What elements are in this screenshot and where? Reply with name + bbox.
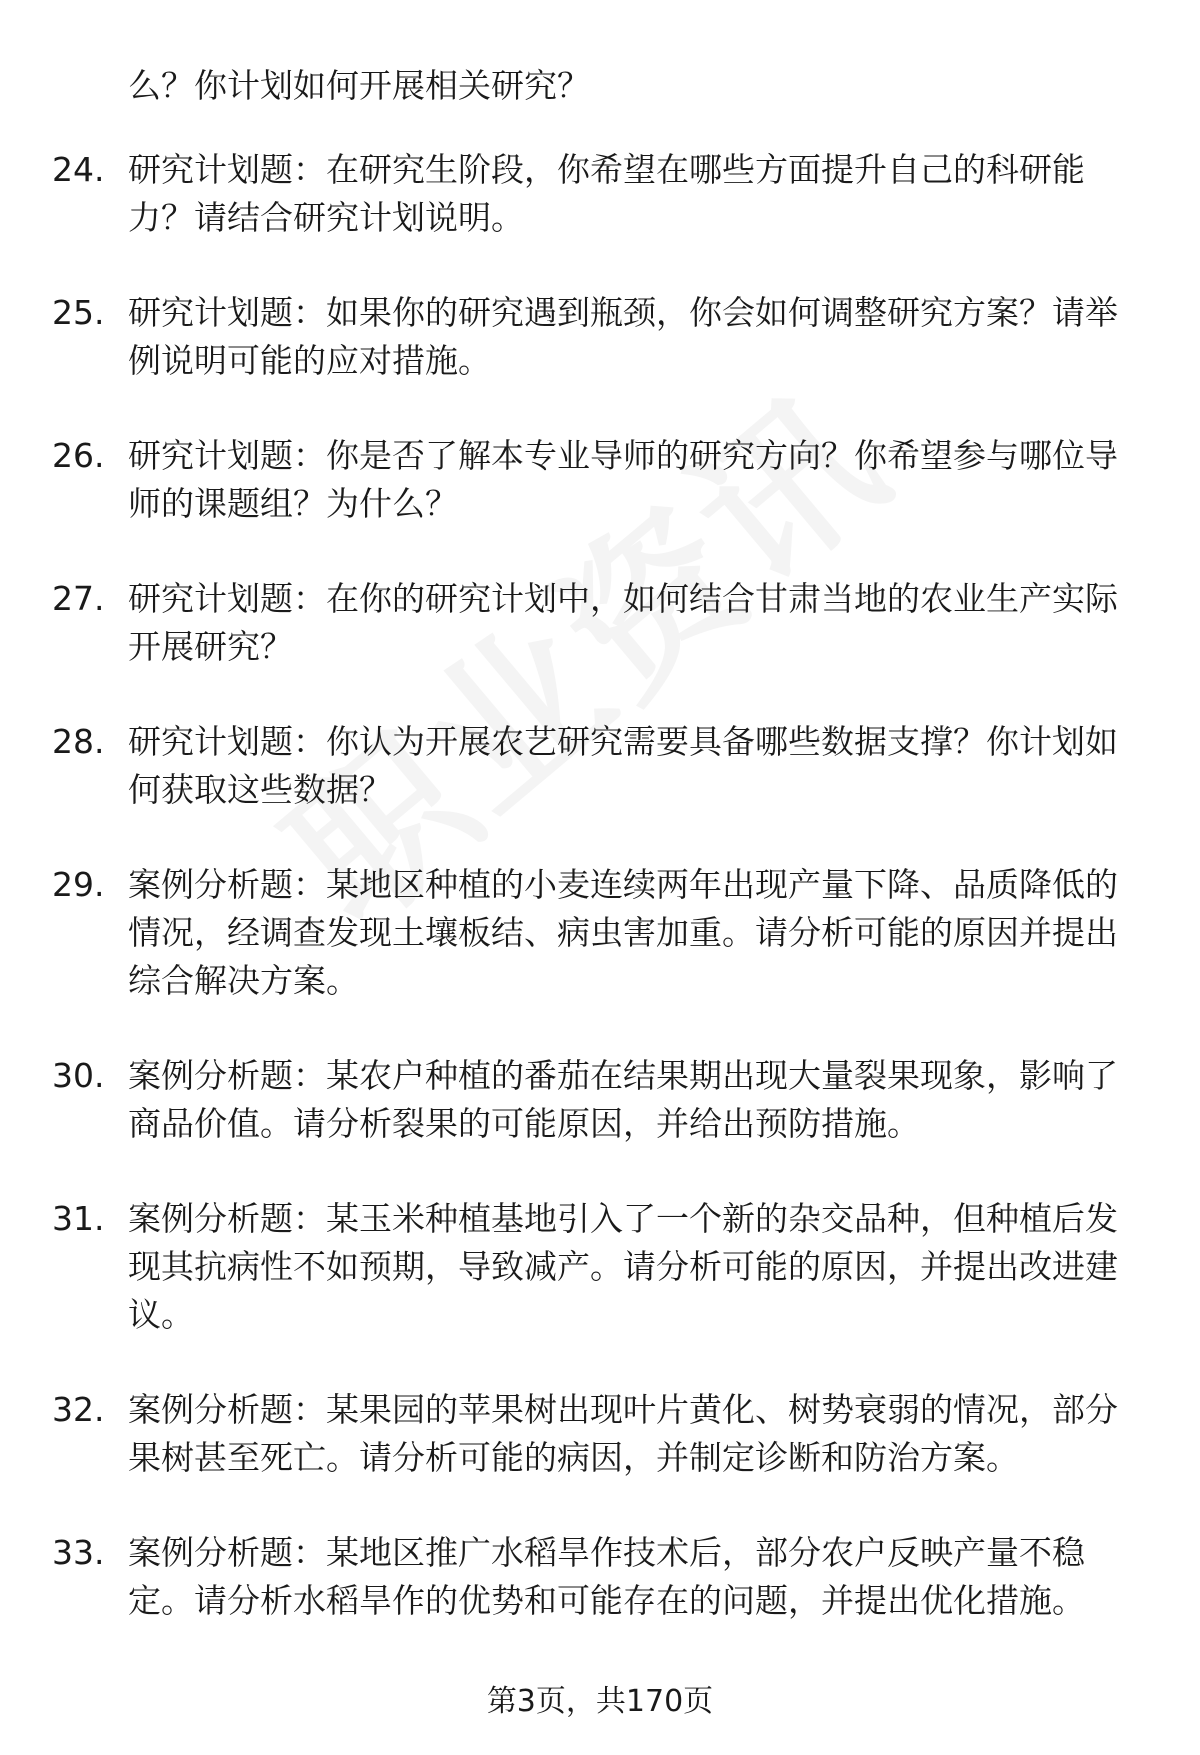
- page-footer: 第3页，共170页: [486, 1684, 714, 1719]
- question-number: 26.: [52, 436, 105, 475]
- question-text: 研究计划题：你是否了解本专业导师的研究方向？你希望参与哪位导师的课题组？为什么？: [128, 436, 1118, 523]
- question-text: 研究计划题：在研究生阶段，你希望在哪些方面提升自己的科研能力？请结合研究计划说明。: [128, 150, 1085, 237]
- question-text: 研究计划题：你认为开展农艺研究需要具备哪些数据支撑？你计划如何获取这些数据？: [128, 722, 1118, 809]
- question-list: [52, 146, 1152, 1672]
- continued-question-text: 么？你计划如何开展相关研究？: [128, 66, 590, 105]
- question-number: 30.: [52, 1056, 105, 1095]
- question-text: 案例分析题：某果园的苹果树出现叶片黄化、树势衰弱的情况，部分果树甚至死亡。请分析可能的病因，并制定诊断和防治方案。: [128, 1390, 1118, 1477]
- question-item: [52, 575, 1152, 671]
- question-item: [52, 1195, 1152, 1339]
- question-item: [52, 432, 1152, 528]
- question-number: 27.: [52, 579, 105, 618]
- question-item: [52, 1529, 1152, 1625]
- question-text: 案例分析题：某农户种植的番茄在结果期出现大量裂果现象，影响了商品价值。请分析裂果的可能原因，并给出预防措施。: [128, 1056, 1118, 1143]
- question-text: 研究计划题：如果你的研究遇到瓶颈，你会如何调整研究方案？请举例说明可能的应对措施。: [128, 293, 1118, 380]
- question-item: [52, 289, 1152, 385]
- question-text: 案例分析题：某地区推广水稻旱作技术后，部分农户反映产量不稳定。请分析水稻旱作的优势和可能存在的问题，并提出优化措施。: [128, 1533, 1085, 1620]
- question-item: [52, 861, 1152, 1005]
- question-number: 28.: [52, 722, 105, 761]
- question-item: [52, 1386, 1152, 1482]
- question-number: 25.: [52, 293, 105, 332]
- question-number: 32.: [52, 1390, 105, 1429]
- question-number: 31.: [52, 1199, 105, 1238]
- question-item: [52, 1052, 1152, 1148]
- question-number: 33.: [52, 1533, 105, 1572]
- question-item: [52, 718, 1152, 814]
- question-text: 案例分析题：某玉米种植基地引入了一个新的杂交品种，但种植后发现其抗病性不如预期，导致减产。请分析可能的原因，并提出改进建议。: [128, 1199, 1118, 1334]
- question-number: 24.: [52, 150, 105, 189]
- question-item: [52, 146, 1152, 242]
- question-number: 29.: [52, 865, 105, 904]
- question-text: 案例分析题：某地区种植的小麦连续两年出现产量下降、品质降低的情况，经调查发现土壤板结、病虫害加重。请分析可能的原因并提出综合解决方案。: [128, 865, 1118, 1000]
- question-text: 研究计划题：在你的研究计划中，如何结合甘肃当地的农业生产实际开展研究？: [128, 579, 1118, 666]
